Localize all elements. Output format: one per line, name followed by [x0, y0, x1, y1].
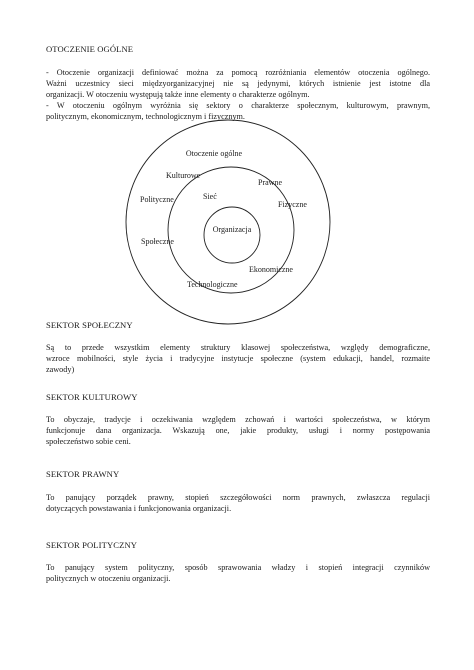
section-paragraph	[46, 414, 430, 447]
section-line: To panujący porządek prawny, stopień szczegółowości norm prawnych, zwłaszcza regulacji	[46, 493, 430, 502]
label-kulturowe: Kulturowe	[166, 171, 201, 180]
label-technologiczne: Technologiczne	[187, 280, 238, 289]
intro-line: - Otoczenie organizacji definiować można za pomocą rozróżniania elementów otoczenia ogólnego.	[46, 68, 430, 77]
label-ekonomiczne: Ekonomiczne	[249, 265, 293, 274]
section-heading: SEKTOR POLITYCZNY	[46, 540, 138, 550]
intro-line: organizacji. W otoczeniu występują także inne elementy o charakterze ogólnym.	[46, 90, 310, 100]
section-line: politycznych w otoczeniu organizacji.	[46, 574, 171, 584]
inner-circle	[204, 207, 260, 263]
intro-line: Ważni uczestnicy sieci międzyorganizacyjnej nie są jedynymi, których istnienie jest istotne dla	[46, 79, 430, 89]
label-polityczne: Polityczne	[140, 195, 174, 204]
label-fizyczne: Fizyczne	[278, 200, 307, 209]
page-title: OTOCZENIE OGÓLNE	[46, 44, 134, 54]
intro-line: politycznym, ekonomicznym, technologicznym i fizycznym.	[46, 112, 245, 122]
section-paragraph	[46, 562, 430, 584]
section-line: To obyczaje, tradycje i oczekiwania względem zchowań i wartości społeczeństwa, w którym	[46, 415, 430, 424]
section-line: zawody)	[46, 365, 75, 375]
label-otoczenie-ogolne: Otoczenie ogólne	[185, 149, 243, 158]
label-organizacja: Organizacja	[212, 225, 252, 234]
environment-diagram	[0, 0, 474, 330]
label-prawne: Prawne	[258, 178, 282, 187]
section-heading: SEKTOR SPOŁECZNY	[46, 320, 133, 330]
label-spoleczne: Społeczne	[141, 237, 174, 246]
section-heading: SEKTOR KULTUROWY	[46, 392, 138, 402]
section-heading: SEKTOR PRAWNY	[46, 469, 120, 479]
section-line: Są to przede wszystkim elementy struktury klasowej społeczeństwa, względy demograficzne,	[46, 343, 430, 352]
intro-line: - W otoczeniu ogólnym wyróżnia się sektory o charakterze społecznym, kulturowym, prawnym,	[46, 101, 430, 111]
section-line: funkcjonuje dana organizacja. Wskazują one, jakie produkty, usługi i normy postępowania	[46, 426, 430, 436]
section-line: społeczeństwo sobie ceni.	[46, 437, 131, 447]
section-line: To panujący system polityczny, sposób sprawowania władzy i stopień integracji czynników	[46, 563, 430, 572]
section-line: wzroce mobilności, style życia i tradycyjne instytucje społeczne (system edukacji, handel, rozmaite	[46, 354, 430, 364]
section-line: dotyczących powstawania i funkcjonowania organizacji.	[46, 504, 232, 514]
section-paragraph	[46, 342, 430, 375]
section-paragraph	[46, 492, 430, 514]
label-siec: Sieć	[203, 192, 217, 201]
